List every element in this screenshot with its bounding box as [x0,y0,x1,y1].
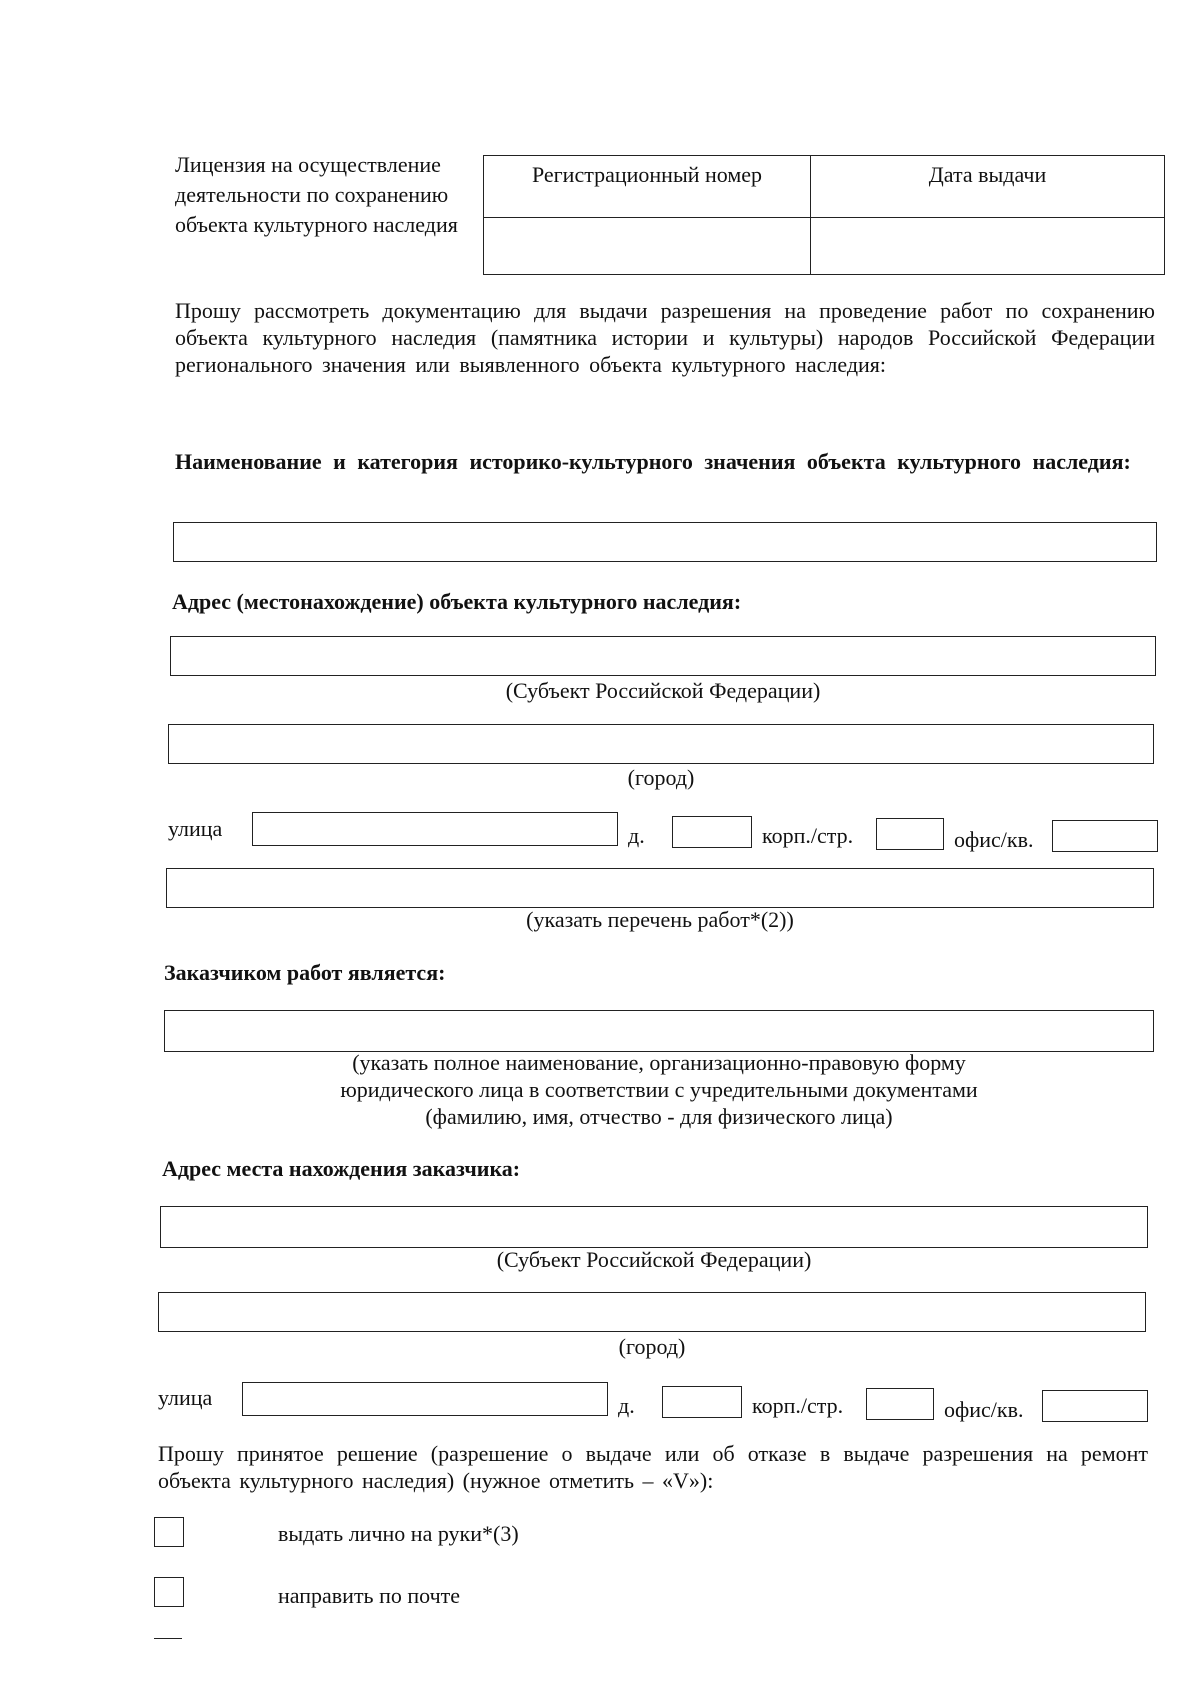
license-col-issue-date: Дата выдачи [811,156,1165,218]
customer-subject-caption: (Субъект Российской Федерации) [496,1247,812,1272]
object-building-input[interactable] [876,818,944,850]
object-subject-input[interactable] [170,636,1156,676]
license-issue-date-cell[interactable] [811,218,1165,275]
customer-name-input[interactable] [164,1010,1154,1052]
customer-building-label: корп./стр. [752,1393,844,1418]
option-by-mail-checkbox[interactable] [154,1577,184,1607]
license-issue-date-input[interactable] [811,218,1164,270]
object-building-label: корп./стр. [762,823,854,848]
object-name-input[interactable] [173,522,1157,562]
customer-city-caption: (город) [618,1334,686,1359]
decision-text: Прошу принятое решение (разрешение о выдаче или об отказе в выдаче разрешения на ремонт объекта культурного наследия) (нужное отметить – «V»): [158,1441,1148,1493]
customer-street-label: улица [158,1385,213,1410]
license-col-reg-number: Регистрационный номер [484,156,811,218]
object-office-input[interactable] [1052,820,1158,852]
customer-address-heading: Адрес места нахождения заказчика: [162,1156,521,1181]
object-subject-caption: (Субъект Российской Федерации) [505,678,821,703]
object-street-label: улица [168,816,223,841]
object-house-input[interactable] [672,816,752,848]
license-reg-number-input[interactable] [484,218,810,270]
option-in-person-checkbox[interactable] [154,1517,184,1547]
customer-house-input[interactable] [662,1386,742,1418]
customer-office-input[interactable] [1042,1390,1148,1422]
license-reg-number-cell[interactable] [484,218,811,275]
object-house-label: д. [628,823,645,848]
object-works-caption: (указать перечень работ*(2)) [526,907,794,932]
object-name-heading: Наименование и категория историко-культурного значения объекта культурного наследия: [175,449,1131,474]
object-city-input[interactable] [168,724,1154,764]
object-works-input[interactable] [166,868,1154,908]
object-street-input[interactable] [252,812,618,846]
customer-heading: Заказчиком работ является: [164,960,446,985]
customer-city-input[interactable] [158,1292,1146,1332]
customer-office-label: офис/кв. [944,1397,1024,1422]
object-office-label: офис/кв. [954,827,1034,852]
option-in-person-label: выдать лично на руки*(3) [278,1521,519,1546]
option-by-mail-label: направить по почте [278,1583,461,1608]
license-table [483,155,1165,275]
customer-caption-line1: (указать полное наименование, организационно-правовую форму [352,1050,966,1075]
footnote-divider [154,1638,182,1639]
object-address-heading: Адрес (местонахождение) объекта культурного наследия: [172,589,742,614]
customer-subject-input[interactable] [160,1206,1148,1248]
customer-caption-line2: юридического лица в соответствии с учредительными документами [340,1077,978,1102]
customer-house-label: д. [618,1393,635,1418]
object-city-caption: (город) [627,765,695,790]
request-text: Прошу рассмотреть документацию для выдачи разрешения на проведение работ по сохранению объекта культурного наследия (памятника истории и культуры) народов Российской Федерации регионального значения или выявленного объекта культурного наследия: [175,298,1155,377]
customer-building-input[interactable] [866,1388,934,1420]
customer-caption-line3: (фамилию, имя, отчество - для физического лица) [425,1104,893,1129]
license-label: Лицензия на осуществление деятельности по сохранению объекта культурного наследия [175,152,458,237]
customer-street-input[interactable] [242,1382,608,1416]
